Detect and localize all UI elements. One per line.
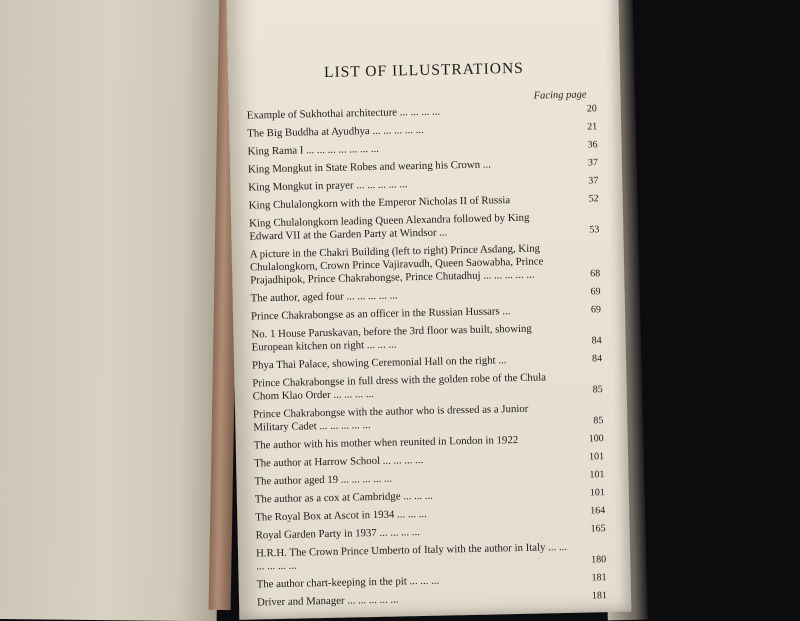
page-number: 165 bbox=[590, 523, 606, 535]
entry-text: The author aged 19 ... ... ... ... ... bbox=[254, 472, 393, 488]
entry-text: The author with his mother when reunited in London in 1922 bbox=[253, 433, 519, 452]
page-number: 37 bbox=[588, 175, 599, 187]
page-number: 84 bbox=[591, 335, 602, 347]
list-item bbox=[250, 241, 601, 287]
entry-text: H.R.H. The Crown Prince Umberto of Italy with the author in Italy ... ... ... ... ... ... bbox=[255, 540, 568, 573]
page-number: 181 bbox=[591, 590, 608, 602]
entry-text: King Chulalongkorn with the Emperor Nicholas II of Russia bbox=[248, 194, 511, 212]
page-number: 69 bbox=[590, 304, 602, 316]
list-item bbox=[251, 285, 601, 305]
page-number: 180 bbox=[591, 554, 607, 566]
page-number: 53 bbox=[589, 224, 600, 236]
book-page bbox=[226, 0, 631, 620]
list-item bbox=[252, 370, 602, 403]
entry-text: Prince Chakrabongse as an officer in the Russian Hussars ... bbox=[250, 305, 511, 323]
list-item bbox=[249, 210, 599, 243]
list-item bbox=[248, 156, 598, 176]
list-item bbox=[257, 589, 607, 609]
entry-text: The Big Buddha at Ayudhya ... ... ... ... ... bbox=[247, 123, 424, 140]
entry-text: Prince Chakrabongse in full dress with the golden robe of the Chula Chom Klao Order ... ... ... ... bbox=[252, 371, 547, 403]
page-number: 20 bbox=[586, 103, 597, 115]
page-number: 101 bbox=[589, 469, 605, 481]
illustrations-list bbox=[247, 102, 607, 614]
list-item bbox=[247, 120, 597, 140]
entry-text: Phya Thai Palace, showing Ceremonial Hall on the right ... bbox=[251, 354, 507, 372]
list-item bbox=[254, 432, 604, 452]
list-item bbox=[251, 321, 601, 354]
list-item bbox=[248, 174, 598, 194]
page-number: 21 bbox=[587, 121, 598, 133]
page-number: 37 bbox=[587, 157, 599, 169]
entry-text: King Chulalongkorn leading Queen Alexandra followed by King Edward VII at the Garden Party at Windsor ... bbox=[248, 211, 530, 243]
entry-text: Royal Garden Party in 1937 ... ... ... ... bbox=[255, 526, 421, 542]
page-number: 85 bbox=[592, 384, 603, 396]
list-item bbox=[257, 571, 607, 591]
entry-text: King Mongkut in State Robes and wearing his Crown ... bbox=[247, 158, 491, 176]
list-item bbox=[247, 102, 597, 122]
page-number: 100 bbox=[588, 433, 604, 445]
page-number: 101 bbox=[588, 451, 605, 463]
page-number: 52 bbox=[588, 193, 599, 205]
entry-text: Driver and Manager ... ... ... ... ... bbox=[256, 593, 399, 609]
entry-text: King Mongkut in prayer ... ... ... ... ... bbox=[248, 178, 408, 194]
left-page bbox=[0, 0, 223, 621]
list-item bbox=[254, 450, 604, 470]
entry-text: King Rama I ... ... ... ... ... ... ... bbox=[247, 142, 380, 158]
list-item bbox=[253, 401, 603, 434]
list-item bbox=[249, 192, 599, 212]
entry-text: The author as a cox at Cambridge ... ... ... bbox=[254, 489, 434, 506]
entry-text: A picture in the Chakri Building (left to right) Prince Asdang, King Chulalongkorn, Crown Prince Vajiravudh, Queen Saowabha, Prince Prajadhipok, Prince Chakrabongse, Prince Chutadhuj ... ... ... ... ... bbox=[249, 242, 544, 287]
page-number: 68 bbox=[590, 268, 601, 280]
page-number: 164 bbox=[590, 505, 606, 517]
page-number: 84 bbox=[591, 353, 603, 365]
entry-text: No. 1 House Paruskavan, before the 3rd floor was built, showing European kitchen on right ... ... ... bbox=[251, 322, 532, 354]
list-item bbox=[251, 303, 601, 323]
list-item bbox=[255, 504, 605, 524]
entry-text: Example of Sukhothai architecture ... ... ... ... bbox=[246, 105, 441, 122]
page-number: 36 bbox=[587, 139, 598, 151]
page-number: 181 bbox=[591, 572, 607, 584]
list-item bbox=[247, 138, 597, 158]
column-heading: Facing page bbox=[533, 89, 587, 102]
page-number: 69 bbox=[590, 286, 601, 298]
list-item bbox=[256, 540, 606, 573]
entry-text: The author at Harrow School ... ... ... ... bbox=[254, 453, 424, 470]
entry-text: The author, aged four ... ... ... ... ... bbox=[250, 289, 398, 305]
page-number: 85 bbox=[593, 415, 604, 427]
page-title: LIST OF ILLUSTRATIONS bbox=[323, 59, 525, 81]
entry-text: The Royal Box at Ascot in 1934 ... ... ... bbox=[255, 507, 427, 524]
entry-text: Prince Chakrabongse with the author who is dressed as a Junior Military Cadet ... ... ... ... ... bbox=[252, 402, 529, 434]
list-item bbox=[255, 486, 605, 506]
page-number: 101 bbox=[589, 487, 605, 499]
list-item bbox=[252, 352, 602, 372]
entry-text: The author chart-keeping in the pit ... ... ... bbox=[256, 574, 440, 591]
list-item bbox=[254, 468, 604, 488]
list-item bbox=[256, 522, 606, 542]
